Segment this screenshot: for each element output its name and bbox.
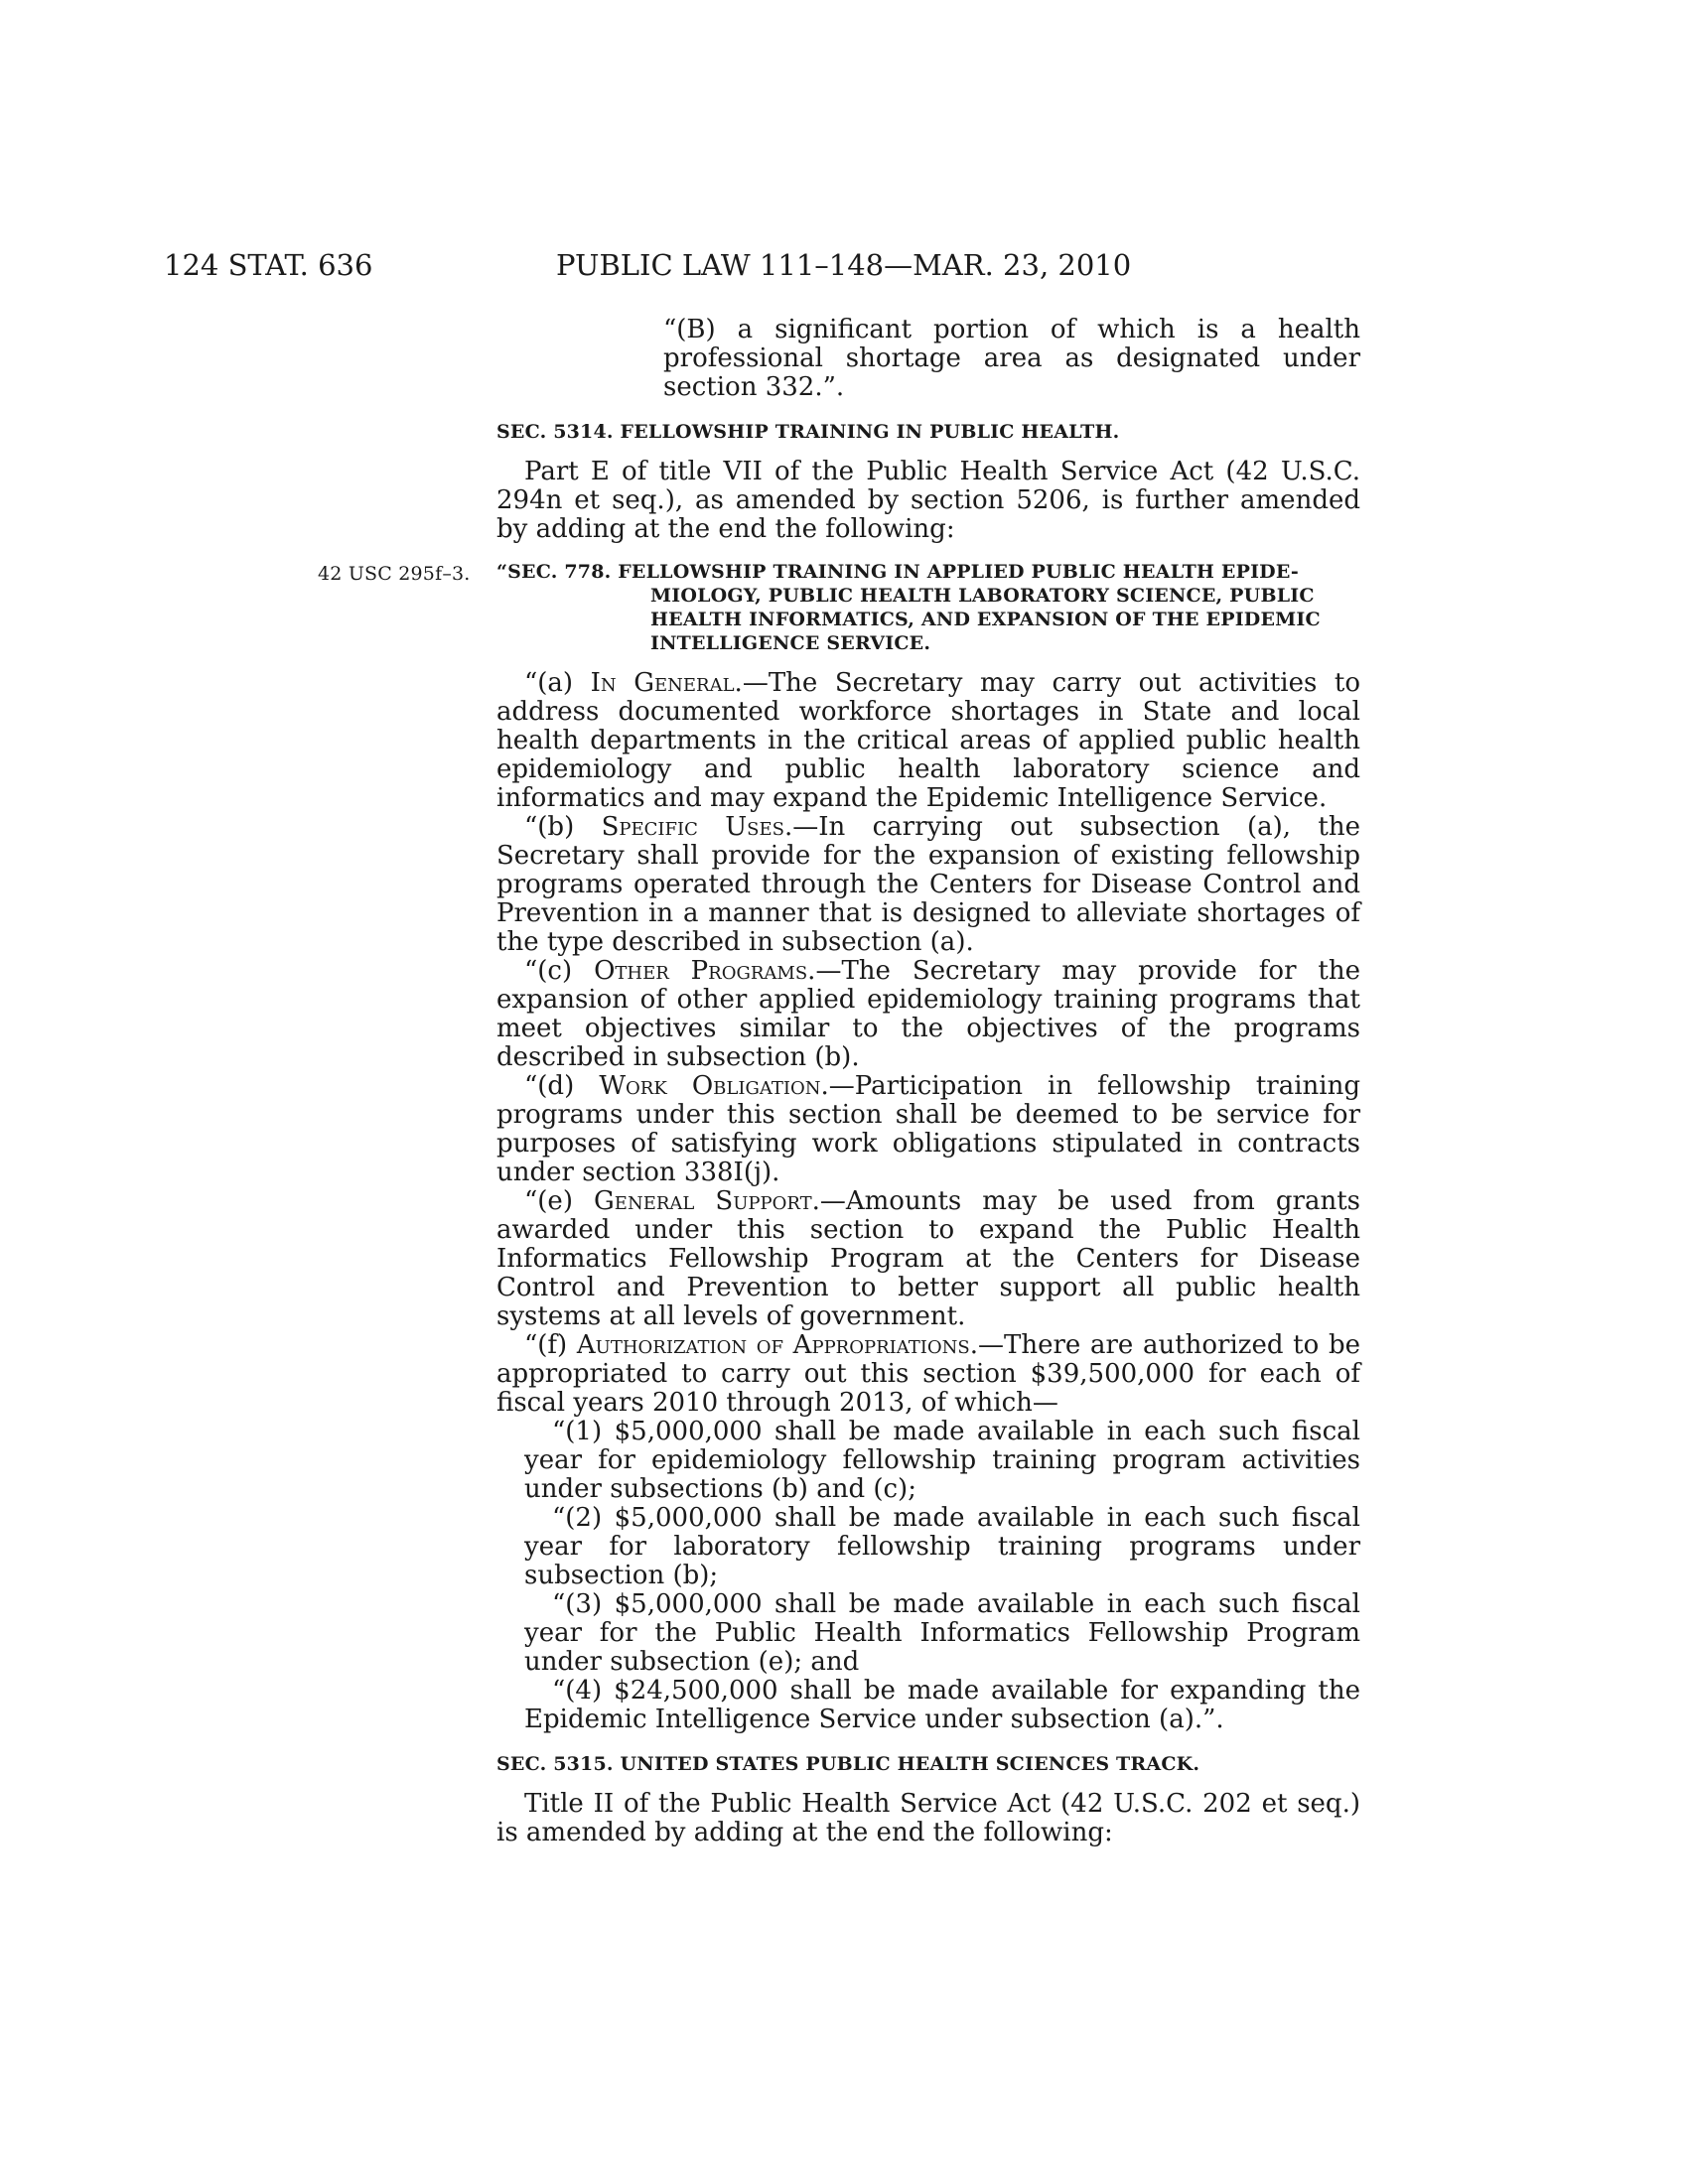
- section-5315-text: Title II of the Public Health Service Act (42 U.S.C. 202 et seq.) is amended by adding at the end the following:: [496, 1789, 1360, 1847]
- subsection-c: [496, 957, 1360, 1072]
- subsection-f: [496, 1331, 1360, 1418]
- paragraph-f2: “(2) $5,000,000 shall be made available in each such fiscal year for laboratory fellowship training programs under subsection (b);: [524, 1503, 1360, 1590]
- subsection-a-caption: In General.: [590, 668, 743, 698]
- subsection-d-caption: Work Obligation.: [599, 1071, 829, 1101]
- subsection-e: [496, 1187, 1360, 1331]
- usc-margin-note: 42 USC 295f–3.: [318, 563, 471, 585]
- subsection-a-label: “(a): [524, 668, 574, 698]
- page-header: [164, 248, 1370, 288]
- subsection-c-text: —The Secretary may provide for the expansion of other applied epidemiology training programs that meet objectives similar to the objectives of the programs described in subsection (b).: [496, 956, 1361, 1072]
- stat-page-number: 124 STAT. 636: [164, 248, 373, 282]
- subsection-a-text: —The Secretary may carry out activities to address documented workforce shortages in State and local health departments in the critical areas of applied public health epidemiology and public health laboratory science and informatics and may expand the Epidemic Intelligence Service.: [496, 668, 1360, 813]
- subsection-d: [496, 1072, 1360, 1187]
- subsection-c-label: “(c): [524, 956, 573, 986]
- paragraph-f3: “(3) $5,000,000 shall be made available in each such fiscal year for the Public Health Informatics Fellowship Program under subsection (e); and: [524, 1589, 1360, 1677]
- subsection-f-caption: Authorization of Appropriations.: [576, 1330, 978, 1360]
- section-778-heading: [318, 560, 1360, 655]
- section-5315-heading: SEC. 5315. UNITED STATES PUBLIC HEALTH SCIENCES TRACK.: [496, 1753, 1200, 1775]
- subsection-c-caption: Other Programs.: [594, 956, 816, 986]
- public-law-title: PUBLIC LAW 111–148—MAR. 23, 2010: [556, 248, 1132, 282]
- paragraph-f4: “(4) $24,500,000 shall be made available for expanding the Epidemic Intelligence Service under subsection (a).”.: [524, 1676, 1360, 1734]
- section-5314-text: Part E of title VII of the Public Health Service Act (42 U.S.C. 294n et seq.), as amended by section 5206, is further amended by adding at the end the following:: [496, 457, 1360, 544]
- subsection-f-text: —There are authorized to be appropriated to carry out this section $39,500,000 for each of fiscal years 2010 through 2013, of which—: [496, 1330, 1360, 1418]
- subsection-b-text: —In carrying out subsection (a), the Secretary shall provide for the expansion of existing fellowship programs operated through the Centers for Disease Control and Prevention in a manner that is designed to alleviate shortages of the type described in subsection (a).: [496, 812, 1361, 957]
- subsection-f-label: “(f): [524, 1330, 568, 1360]
- body-text: [318, 315, 1361, 1847]
- subsection-d-text: —Participation in fellowship training programs under this section shall be deemed to be service for purposes of satisfying work obligations stipulated in contracts under section 338I(j).: [496, 1071, 1360, 1187]
- subsection-e-text: —Amounts may be used from grants awarded under this section to expand the Public Health Informatics Fellowship Program at the Centers for Disease Control and Prevention to better support all public health systems at all levels of government.: [496, 1186, 1360, 1331]
- subsection-d-label: “(d): [524, 1071, 575, 1101]
- paragraph-f1: “(1) $5,000,000 shall be made available in each such fiscal year for epidemiology fellowship training program activities under subsections (b) and (c);: [524, 1417, 1360, 1504]
- section-778-heading-rest: MIOLOGY, PUBLIC HEALTH LABORATORY SCIENCE, PUBLIC HEALTH INFORMATICS, AND EXPANSION OF THE EPIDEMIC INTELLIGENCE SERVICE.: [650, 585, 1321, 654]
- section-778-heading-line1: “SEC. 778. FELLOWSHIP TRAINING IN APPLIED PUBLIC HEALTH EPIDE-: [496, 561, 1299, 583]
- section-5314-heading: SEC. 5314. FELLOWSHIP TRAINING IN PUBLIC HEALTH.: [496, 421, 1120, 443]
- subsection-e-caption: General Support.: [594, 1186, 820, 1216]
- paragraph-b-continued: “(B) a significant portion of which is a health professional shortage area as designated under section 332.”.: [663, 315, 1360, 402]
- subsection-b-caption: Specific Uses.: [601, 812, 793, 842]
- subsection-e-label: “(e): [524, 1186, 573, 1216]
- subsection-b-label: “(b): [524, 812, 575, 842]
- subsection-a: [496, 669, 1360, 813]
- subsection-b: [496, 813, 1360, 957]
